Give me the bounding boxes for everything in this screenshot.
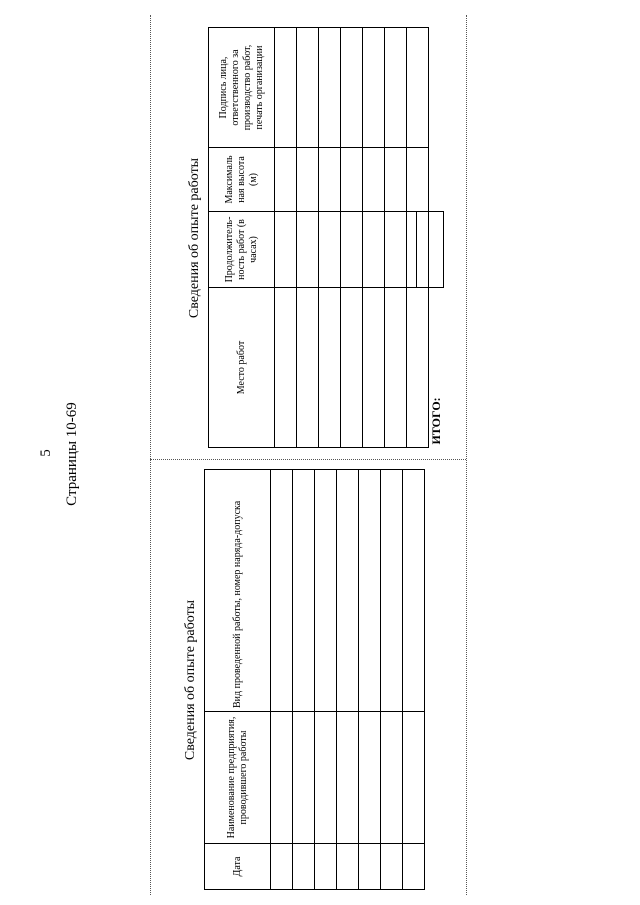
table-cell[interactable] [297, 28, 319, 148]
table-cell[interactable] [381, 712, 403, 844]
work-experience-table [208, 27, 444, 448]
table-cell[interactable] [337, 470, 359, 712]
total-label: ИТОГО: [429, 288, 444, 448]
table-cell[interactable] [319, 148, 341, 212]
table-cell[interactable] [363, 148, 385, 212]
table-cell[interactable] [403, 470, 425, 712]
table-header-row [205, 470, 271, 890]
table-cell[interactable] [271, 844, 293, 890]
total-row [429, 28, 444, 448]
table-cell[interactable] [297, 148, 319, 212]
table-cell[interactable] [341, 28, 363, 148]
table-cell[interactable] [271, 470, 293, 712]
total-duration-cell[interactable] [429, 212, 444, 288]
work-experience-panel-left [178, 470, 438, 890]
table-cell[interactable] [271, 712, 293, 844]
page-title: Страницы 10-69 [64, 402, 80, 506]
table-cell[interactable] [319, 288, 341, 448]
table-cell[interactable] [275, 148, 297, 212]
panel-heading: Сведения об опыте работы [183, 599, 198, 761]
table-cell[interactable] [275, 288, 297, 448]
table-cell[interactable] [385, 212, 407, 288]
table-cell[interactable] [407, 28, 429, 148]
table-row [297, 28, 319, 448]
table-row [275, 28, 297, 448]
panel-heading: Сведения об опыте работы [187, 157, 202, 319]
table-cell[interactable] [315, 470, 337, 712]
table-cell[interactable] [319, 212, 341, 288]
table-cell[interactable] [407, 148, 429, 212]
table-cell[interactable] [297, 212, 319, 288]
table-row [293, 470, 315, 890]
table-row [381, 470, 403, 890]
column-header-work-type: Вид проведенной работы, номер наряда-допуска [205, 470, 271, 712]
table-row [363, 28, 385, 448]
table-cell[interactable] [359, 844, 381, 890]
table-cell[interactable] [407, 288, 429, 448]
table-cell[interactable] [337, 844, 359, 890]
table-cell[interactable] [293, 712, 315, 844]
column-header-location: Место работ [209, 288, 275, 448]
table-cell[interactable] [403, 844, 425, 890]
table-cell[interactable] [341, 148, 363, 212]
table-cell[interactable] [275, 212, 297, 288]
table-row [337, 470, 359, 890]
column-header-max-height: Максималь ная высота (м) [209, 148, 275, 212]
table-cell[interactable] [315, 712, 337, 844]
page-number: 5 [38, 449, 54, 457]
dotted-border-right [466, 15, 467, 895]
column-header-duration: Продолжитель-ность работ (в часах) [209, 212, 275, 288]
table-cell[interactable] [381, 470, 403, 712]
table-cell[interactable] [319, 28, 341, 148]
table-cell[interactable] [363, 288, 385, 448]
table-row [403, 470, 425, 890]
total-tick-line [416, 212, 417, 288]
table-body [275, 28, 429, 448]
table-row [407, 28, 429, 448]
table-cell[interactable] [293, 844, 315, 890]
table-cell[interactable] [341, 212, 363, 288]
table-cell[interactable] [315, 844, 337, 890]
dotted-border-left [150, 15, 151, 895]
table-row [385, 28, 407, 448]
table-row [359, 470, 381, 890]
column-header-date: Дата [205, 844, 271, 890]
table-cell[interactable] [385, 28, 407, 148]
table-row [341, 28, 363, 448]
work-experience-table [204, 469, 425, 890]
table-row [319, 28, 341, 448]
table-cell[interactable] [275, 28, 297, 148]
table-cell[interactable] [359, 470, 381, 712]
table-cell[interactable] [385, 288, 407, 448]
column-header-company: Наименование предприятия, проводившего работы [205, 712, 271, 844]
work-experience-panel-right [182, 28, 442, 448]
table-cell[interactable] [363, 28, 385, 148]
table-header-row [209, 28, 275, 448]
table-cell[interactable] [407, 212, 429, 288]
dotted-divider [150, 459, 466, 460]
table-row [315, 470, 337, 890]
table-cell[interactable] [337, 712, 359, 844]
table-cell[interactable] [297, 288, 319, 448]
table-cell[interactable] [341, 288, 363, 448]
column-header-signature: Подпись лица, ответственного за производство работ, печать организации [209, 28, 275, 148]
table-cell[interactable] [359, 712, 381, 844]
table-body [271, 470, 425, 890]
table-cell[interactable] [385, 148, 407, 212]
table-cell[interactable] [403, 712, 425, 844]
table-cell[interactable] [381, 844, 403, 890]
table-cell[interactable] [293, 470, 315, 712]
table-row [271, 470, 293, 890]
table-cell[interactable] [363, 212, 385, 288]
